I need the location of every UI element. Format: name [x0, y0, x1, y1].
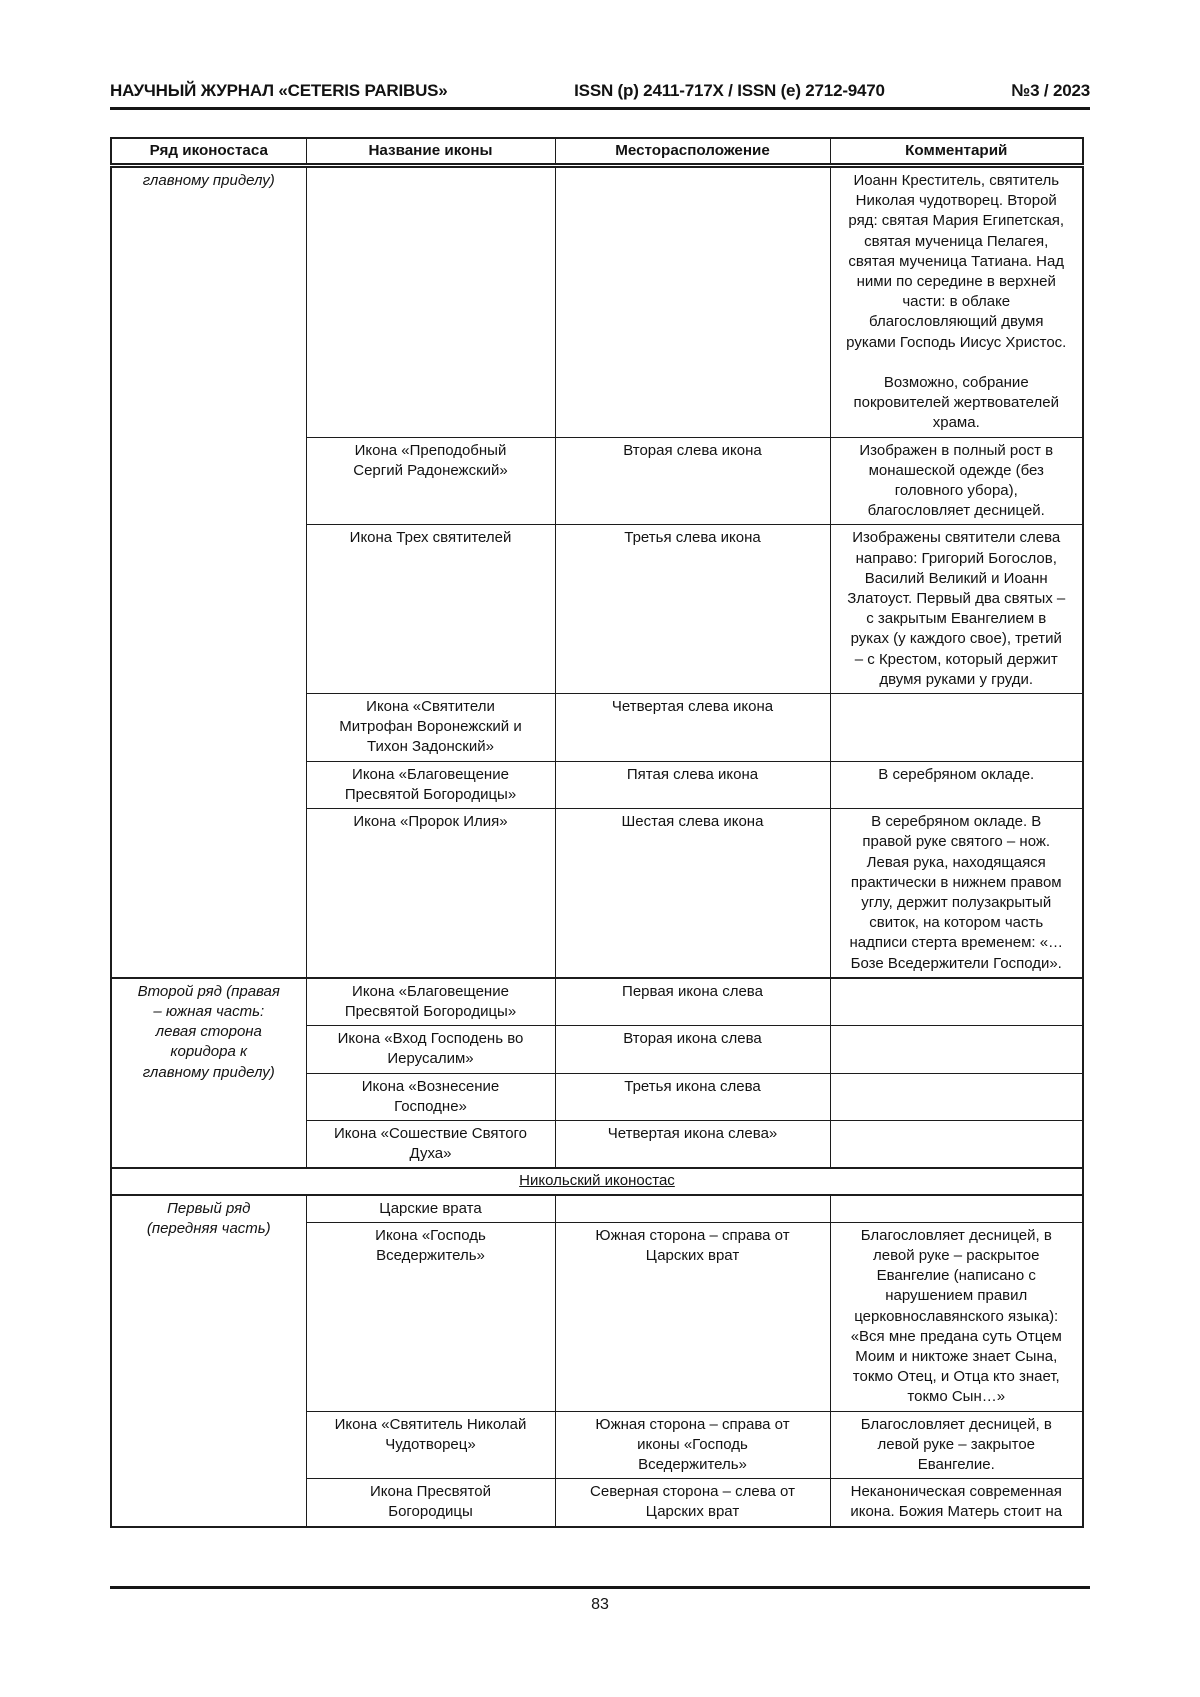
icon-name-cell: Икона «Благовещение Пресвятой Богородицы»	[306, 978, 555, 1026]
icon-name-cell: Царские врата	[306, 1195, 555, 1223]
table-row	[111, 978, 1083, 1026]
section-divider-row	[111, 1168, 1083, 1194]
icon-name-cell: Икона «Вход Господень во Иерусалим»	[306, 1026, 555, 1073]
location-cell: Южная сторона – справа от иконы «Господь Вседержитель»	[555, 1411, 830, 1479]
page-number: 83	[591, 1596, 609, 1613]
icon-name-cell: Икона «Святитель Николай Чудотворец»	[306, 1411, 555, 1479]
footer-rule	[110, 1586, 1090, 1589]
icon-name-cell: Икона «Благовещение Пресвятой Богородицы»	[306, 761, 555, 808]
location-cell: Вторая слева икона	[555, 437, 830, 525]
icon-name-cell: Икона «Сошествие Святого Духа»	[306, 1120, 555, 1168]
section-label-cell: главному приделу)	[111, 166, 306, 978]
location-cell: Четвертая икона слева»	[555, 1120, 830, 1168]
location-cell: Южная сторона – справа от Царских врат	[555, 1222, 830, 1411]
icon-name-cell: Икона «Преподобный Сергий Радонежский»	[306, 437, 555, 525]
icon-name-cell: Икона Пресвятой Богородицы	[306, 1479, 555, 1527]
column-header-icon-name: Название иконы	[306, 138, 555, 166]
location-cell: Третья икона слева	[555, 1073, 830, 1120]
section-divider-title: Никольский иконостас	[519, 1172, 675, 1190]
comment-cell: В серебряном окладе.	[830, 761, 1083, 808]
comment-cell	[830, 1026, 1083, 1073]
icon-name-cell: Икона «Вознесение Господне»	[306, 1073, 555, 1120]
table-row	[111, 1195, 1083, 1223]
header-rule	[110, 107, 1090, 110]
icon-name-cell: Икона «Пророк Илия»	[306, 809, 555, 978]
location-cell: Четвертая слева икона	[555, 694, 830, 762]
location-cell: Третья слева икона	[555, 525, 830, 694]
comment-cell	[830, 1120, 1083, 1168]
comment-cell	[830, 1073, 1083, 1120]
location-cell	[555, 1195, 830, 1223]
comment-cell	[830, 694, 1083, 762]
location-cell: Северная сторона – слева от Царских врат	[555, 1479, 830, 1527]
comment-cell: Иоанн Креститель, святитель Николая чудотворец. Второй ряд: святая Мария Египетская, святая мученица Пелагея, святая мученица Татиана. Над ними по середине в верхней части: в облаке благословляющий двумя руками Господь Иисус Христос. Возможно, собрание покровителей жертвователей храма.	[830, 166, 1083, 438]
section-divider-cell	[111, 1168, 1083, 1194]
comment-cell: Изображен в полный рост в монашеской одежде (без головного убора), благословляет десницей.	[830, 437, 1083, 525]
comment-cell	[830, 1195, 1083, 1223]
comment-cell: Неканоническая современная икона. Божия Матерь стоит на	[830, 1479, 1083, 1527]
column-header-comment: Комментарий	[830, 138, 1083, 166]
column-header-location: Месторасположение	[555, 138, 830, 166]
iconostasis-table	[110, 137, 1084, 1528]
comment-cell: Благословляет десницей, в левой руке – раскрытое Евангелие (написано с нарушением правил церковнославянского языка): «Вся мне предана суть Отцем Моим и никтоже знает Сына, токмо Отец, и Отца кто знает, токмо Сын…»	[830, 1222, 1083, 1411]
comment-cell: В серебряном окладе. В правой руке святого – нож. Левая рука, находящаяся практически в нижнем правом углу, держит полузакрытый свиток, на котором часть надписи стерта временем: «… Бозе Вседержители Господи».	[830, 809, 1083, 978]
location-cell: Первая икона слева	[555, 978, 830, 1026]
icon-name-cell: Икона Трех святителей	[306, 525, 555, 694]
page-header	[110, 0, 1090, 101]
journal-issue: №3 / 2023	[1011, 81, 1090, 100]
icon-name-cell: Икона «Святители Митрофан Воронежский и Тихон Задонский»	[306, 694, 555, 762]
section-label-cell: Второй ряд (правая – южная часть: левая сторона коридора к главному приделу)	[111, 978, 306, 1169]
location-cell: Вторая икона слева	[555, 1026, 830, 1073]
location-cell: Пятая слева икона	[555, 761, 830, 808]
icon-name-cell: Икона «Господь Вседержитель»	[306, 1222, 555, 1411]
comment-cell	[830, 978, 1083, 1026]
comment-cell: Благословляет десницей, в левой руке – закрытое Евангелие.	[830, 1411, 1083, 1479]
journal-issn: ISSN (p) 2411-717X / ISSN (e) 2712-9470	[574, 81, 885, 100]
column-header-row-of-iconostasis: Ряд иконостаса	[111, 138, 306, 166]
page-content	[110, 0, 1090, 1528]
section-label-cell: Первый ряд (передняя часть)	[111, 1195, 306, 1527]
location-cell: Шестая слева икона	[555, 809, 830, 978]
table-header-row	[111, 138, 1083, 166]
journal-title: НАУЧНЫЙ ЖУРНАЛ «CETERIS PARIBUS»	[110, 81, 448, 100]
location-cell	[555, 166, 830, 438]
comment-cell: Изображены святители слева направо: Григорий Богослов, Василий Великий и Иоанн Златоуст. Первый два святых – с закрытым Евангелием в руках (у каждого свое), третий – с Крестом, который держит двумя руками у груди.	[830, 525, 1083, 694]
table-row	[111, 166, 1083, 438]
icon-name-cell	[306, 166, 555, 438]
